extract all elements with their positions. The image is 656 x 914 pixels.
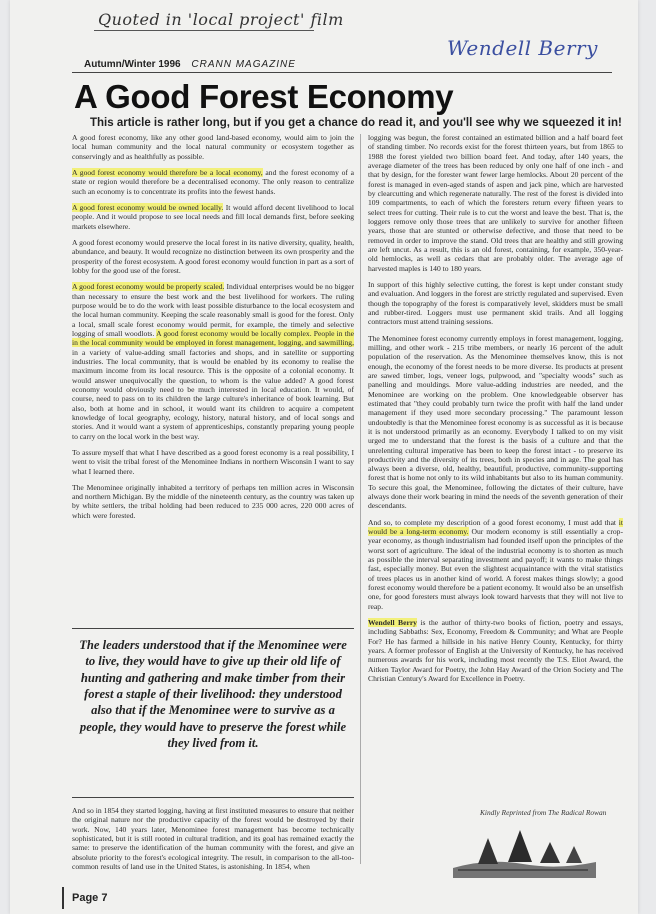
paragraph: And so, to complete my description of a good forest economy, I must add that it would be a long-term economy. Our modern economy is still essentially a crop-year economy, as though industrialism had founded itself upon the principles of the worst sort of agriculture. The ideal of the industrial economy is to shorten as much as possible the interval separating investment and payoff; it wants to make things fast, especially money. But even the slightest acquaintance with the vital statistics of trees places us in another kind of world. A forest makes things slowly; a good forest economy would therefore be a patient economy. It would also be an unselfish one, for good foresters must always look toward harvests that they will not live to reap. — [368, 517, 623, 611]
article-subtitle: This article is rather long, but if you get a chance do read it, and you'll see why we squeezed it in! — [90, 117, 622, 129]
issue-line — [84, 59, 296, 70]
handwritten-underline — [94, 30, 314, 31]
magazine-page — [10, 0, 638, 914]
author-name-highlight: Wendell Berry — [368, 618, 417, 628]
paragraph: The Menominee forest economy currently employs in forest management, logging, milling, and other work - 215 tribe members, or nearly 16 percent of the adult population of the reservation. As the Menominee themselves know, this is not enough, the economy of the forest needs to be more diverse. Its products at present are sawed timber, logs, veneer logs, pulpwood, and "specialty woods" such as panelling and mouldings. More value-adding industries are needed, and the Menominee are working on the problem. One knowledgeable observer has estimated that "they could probably turn twice the profit with half the land under management if they used more secondary processing." The paramount lesson undoubtedly is that the Menominee forest economy is as successful as it is because it is not understood primarily as an economy. Everybody I talked to on my visit urged me to understand that the forest is the basis of a culture and that the unrelenting cultural imperative has been to keep the forest intact - to preserve its productivity and the diversity of its trees, both in species and in age. The goal has always been a diverse, old, healthy, beautiful, productive, community-supporting forest that is home not only to its wild inhabitants but also to its human community. To secure this goal, the Menominee, following the dictates of their culture, have always done their work bearing in mind the needs of the seventh generation of their descendants. — [368, 333, 623, 511]
paragraph: A good forest economy would be owned locally. It would afford decent livelihood to local people. And it would propose to see local needs and fill local demands first, before seeking markets elsewhere. — [72, 202, 354, 231]
highlighted-text: A good forest economy would be locally complex. People in the in the local community would be employed in forest management, logging, and sawmilling, — [72, 328, 355, 348]
paragraph: And so in 1854 they started logging, having at first instituted measures to ensure that neither the original nature nor the productive capacity of the forest would be destroyed by their work. Now, 140 years later, Menominee forest management has become technically sophisticated, but it is still rooted in cultural tradition, and its goal has remained exactly the same: to preserve the identification of the human community with the forest, and give an absolute priority to the forest's ecological integrity. The result, in comparison to the all-too-common results of land use in the United States, is astonishing. In 1854, when — [72, 806, 354, 871]
column-divider — [360, 134, 361, 864]
highlighted-text: A good forest economy would be owned locally. — [72, 202, 224, 212]
paragraph: A good forest economy would be properly scaled. Individual enterprises would be no bigger than necessary to ensure the best work and the best livelihood for workers. The ruling purpose would be to do the work with least possible disturbance to the local ecosystem and the local human community. Keeping the scale reasonably small is good for the forest. Only a local, small scale forest economy would permit, for example, the timely and selective logging of small woodlots. A good forest economy would be locally complex. People in the in the local community would be employed in forest management, logging, and sawmilling, in a variety of value-adding small factories and shops, and in satellite or supporting industries. The local community, that is would be enabled by its economy to realise the maximum income from its local resource. This is the opposite of a colonial economy. It would answer unequivocally the question, to whom is the value added? A good forest economy would obviously need to be much interested in local education. It would, of course, need to pass on to its children the large culture's inheritance of book learning. But also, both at home and in school, it would want its children to acquire a competent knowledge of local geography, ecology, history, natural history, and of local songs and stories. And it would want a system of apprenticeships, constantly preparing young people to carry on the local work in the best way. — [72, 282, 355, 441]
handwritten-author-name: Wendell Berry — [447, 36, 598, 60]
paragraph: logging was begun, the forest contained an estimated billion and a half board feet of standing timber. No records exist for the forest thirteen years, but from 1865 to 1988 the forest yielded two billion board feet. And today, after 140 years, the average diameter of the trees has been reduced by only one half of one inch - and that by design, for the forester want fewer large hemlocks. About 20 percent of the forest is managed in even-aged stands of aspen and jack pine, which are harvested by clearcutting and which regenerate naturally. The rest of the forest is divided into 109 compartments, to each of which the foresters return every fifteen years to select trees for cutting. Their rule is to cut the worst and leave the best. That is, the loggers remove only those trees that are unlikely to survive for another fifteen years, those that are stunted or otherwise defective, and those that need to be removed in order to improve the stand. Old trees that are healthy and still growing are left uncut. As a result, this is an old forest, containing, for example, 350-year-old hemlocks, as well as cedars that are probably older. The average age of harvested maples is 140 to 180 years. — [368, 133, 623, 273]
magazine-name: CRANN MAGAZINE — [191, 59, 296, 70]
paragraph: In support of this highly selective cutting, the forest is kept under constant study and evaluation. And loggers in the forest are strictly regulated and supervised. Even though the topography of the forest is comparatively level, skidders must be small and rubber-tired. Loggers must use permanent skid trails. And all logging contractors must attend training sessions. — [368, 279, 623, 327]
right-column — [368, 133, 623, 690]
issue-date: Autumn/Winter 1996 — [84, 59, 181, 70]
page-number: Page 7 — [72, 892, 108, 904]
page-number-bar — [62, 887, 64, 909]
paragraph: To assure myself that what I have described as a good forest economy is a real possibility, I went to visit the tribal forest of the Menominee Indians in northern Wisconsin I want to say what I learned there. — [72, 447, 354, 476]
paragraph: A good forest economy would preserve the local forest in its native diversity, quality, health, abundance, and beauty. It would recognize no distinction between its own prosperity and the prosperity of the forest ecosystem. A good forest economy would function in part as a sort of lobby for the good use of the forest. — [72, 237, 354, 275]
highlighted-text: it would be a long-term economy. — [368, 517, 623, 537]
paragraph: A good forest economy, like any other good land-based economy, would aim to join the local human community and the local natural community or ecosystem together as conservingly and as healthfully as possible. — [72, 133, 354, 161]
author-bio: Wendell Berry is the author of thirty-two books of fiction, poetry and essays, including Sabbaths: Sex, Economy, Freedom & Community; and What are People For? He has farmed a hillside in his native Henry County, Kentucky, for thirty years. A former professor of English at the University of Kentucky, he has received numerous awards for his work, including most recently the T.S. Eliot Award, the Aitken Taylor Award for Poetry, the John Hay Award of the Orion Society and The Christian Century's Award for Excellence in Poetry. — [368, 618, 623, 684]
paragraph: A good forest economy would therefore be a local economy, and the forest economy of a state or region would therefore be a decentralised economy. The only reason to centralize such an economy is to concentrate its profits into the fewest hands. — [72, 167, 355, 196]
highlighted-text: A good forest economy would therefore be a local economy, — [72, 167, 263, 177]
forest-sketch-illustration — [448, 818, 598, 880]
handwritten-note: Quoted in 'local project' film — [98, 10, 344, 29]
pull-quote: The leaders understood that if the Menominee were to live, they would have to give up their old life of hunting and gathering and make timber from their forest a staple of their livelihood: they understood also that if the Menominee were to survive as a people, they would have to preserve the forest while they lived from it. — [72, 628, 354, 798]
left-column-continued — [72, 806, 354, 878]
highlighted-text: A good forest economy would be properly scaled. — [72, 282, 225, 292]
article-title: A Good Forest Economy — [74, 78, 454, 115]
reprint-credit: Kindly Reprinted from The Radical Rowan — [480, 808, 607, 817]
left-column — [72, 133, 354, 527]
header-rule — [72, 72, 612, 73]
paragraph: The Menominee originally inhabited a territory of perhaps ten million acres in Wisconsin and northern Michigan. By the middle of the nineteenth century, as the country was taken up by white settlers, the tribal holding had been reduced to 235 000 acres, 220 000 acres of which were forested. — [72, 482, 354, 520]
